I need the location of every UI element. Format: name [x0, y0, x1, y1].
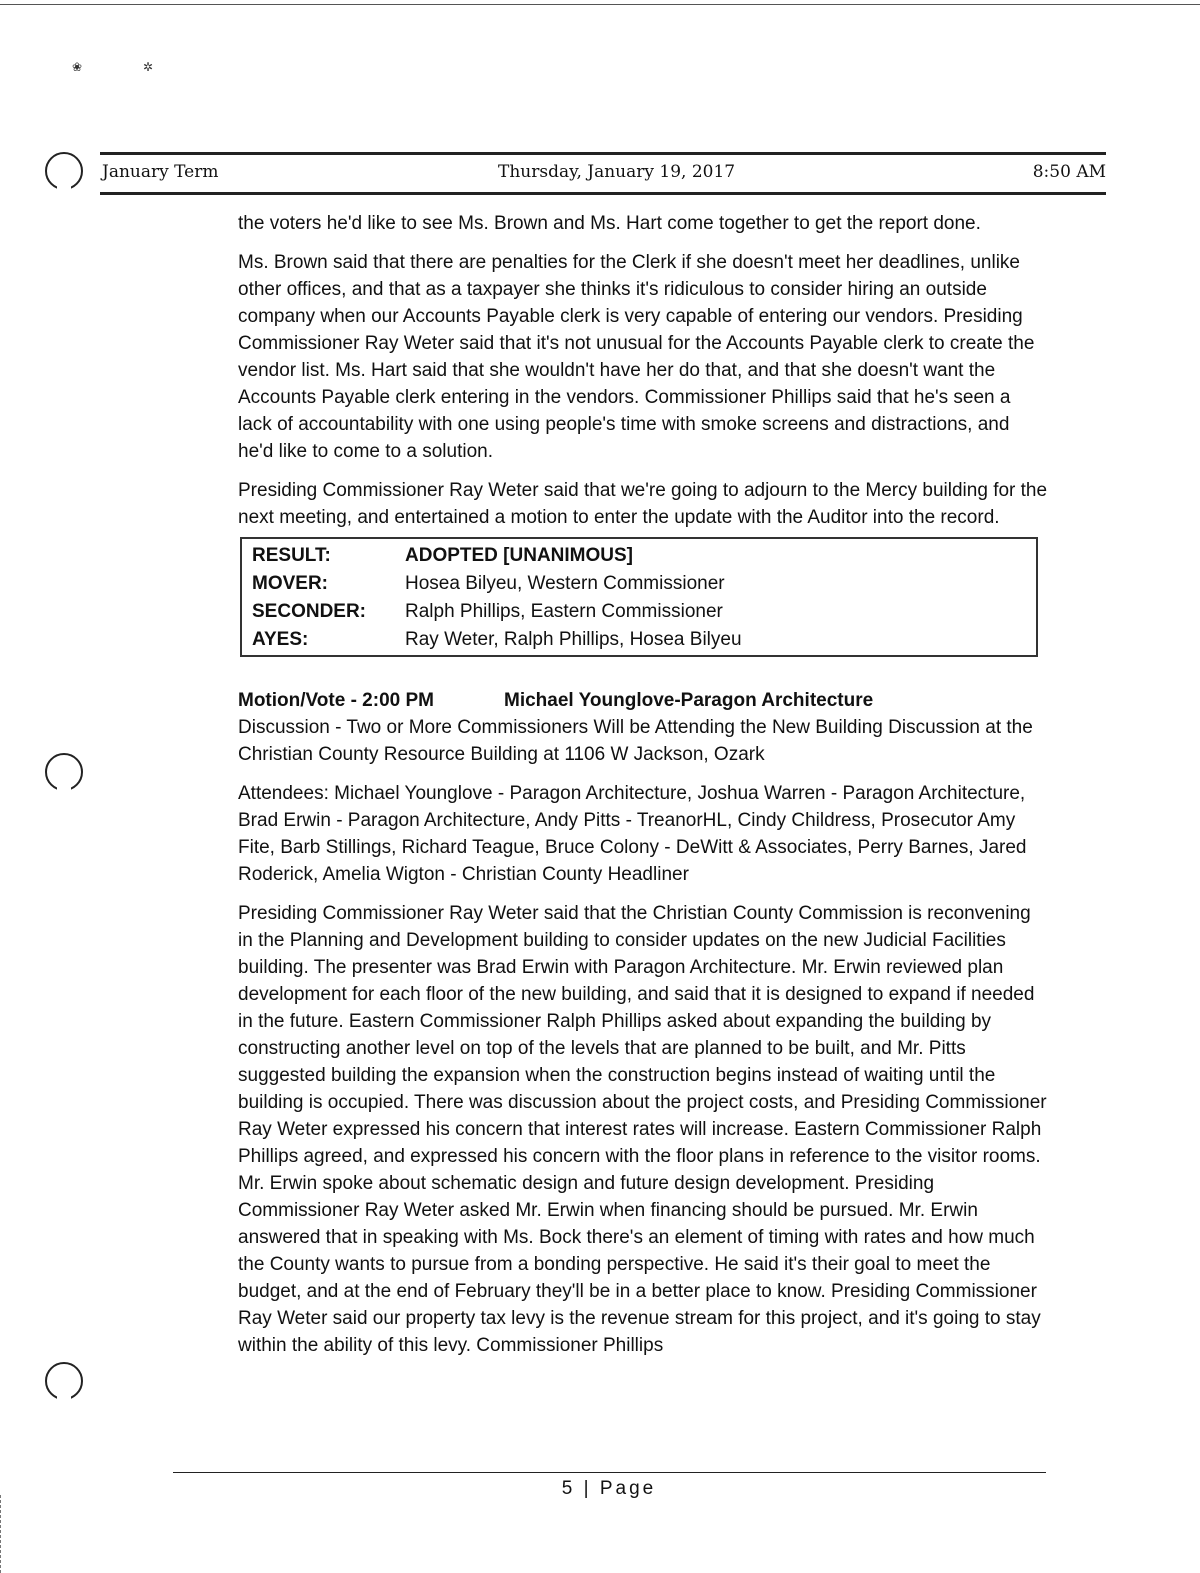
footer-rule	[173, 1472, 1046, 1473]
punch-hole-icon	[45, 753, 83, 791]
vote-row-seconder	[252, 597, 1026, 625]
vote-mover-value: Hosea Bilyeu, Western Commissioner	[405, 572, 725, 594]
vote-label: RESULT:	[252, 544, 331, 566]
vote-row-mover	[252, 569, 1026, 597]
motion-heading-time: Motion/Vote - 2:00 PM	[238, 690, 434, 711]
punch-hole-icon	[45, 152, 83, 190]
header-time: 8:50 AM	[1032, 162, 1106, 182]
paragraph: the voters he'd like to see Ms. Brown and Ms. Hart come together to get the report done.	[238, 213, 981, 234]
minutes-body	[238, 210, 1048, 1371]
vote-result-box	[240, 537, 1038, 657]
header-rule-bottom	[100, 192, 1106, 195]
motion-heading	[238, 687, 1048, 714]
header-date: Thursday, January 19, 2017	[498, 162, 736, 182]
motion-attendees: Attendees: Michael Younglove - Paragon Architecture, Joshua Warren - Paragon Architecture, Brad Erwin - Paragon Architecture, Andy Pitts - TreanorHL, Cindy Childress, Prosecutor Amy Fite, Barb Stillings, Richard Teague, Bruce Colony - DeWitt & Associates, Perry Barnes, Jared Roderick, Amelia Wigton - Christian County Headliner	[238, 783, 1027, 885]
paragraph: Presiding Commissioner Ray Weter said that the Christian County Commission is reconvening in the Planning and Development building to consider updates on the new Judicial Facilities building. The presenter was Brad Erwin with Paragon Architecture. Mr. Erwin reviewed plan development for each floor of the new building, and said that it is designed to expand if needed in the future. Eastern Commissioner Ralph Phillips asked about expanding the building by constructing another level on top of the levels that are planned to be built, and Mr. Pitts suggested building the expansion when the construction begins instead of waiting until the building is occupied. There was discussion about the project costs, and Presiding Commissioner Ray Weter expressed his concern that interest rates will increase. Eastern Commissioner Ralph Phillips agreed, and expressed his concern with the floor plans in reference to the visitor rooms. Mr. Erwin spoke about schematic design and future design development. Presiding Commissioner Ray Weter asked Mr. Erwin when financing should be pursued. Mr. Erwin answered that in speaking with Ms. Bock there's an element of timing with rates and how much the County wants to pursue from a bonding perspective. He said it's their goal to meet the budget, and at the end of February they'll be in a better place to know. Presiding Commissioner Ray Weter said our property tax levy is the revenue stream for this project, and it's going to stay within the ability of this levy. Commissioner Phillips	[238, 903, 1047, 1356]
motion-heading-title: Michael Younglove-Paragon Architecture	[504, 690, 874, 711]
vote-row-ayes	[252, 625, 1026, 653]
vote-seconder-value: Ralph Phillips, Eastern Commissioner	[405, 600, 723, 622]
vote-row-result	[252, 541, 1026, 569]
scan-speck: ✲	[143, 60, 154, 74]
header-term: January Term	[102, 162, 219, 182]
vote-result-value: ADOPTED [UNANIMOUS]	[405, 544, 633, 566]
vote-label: AYES:	[252, 628, 309, 650]
top-scan-rule	[0, 4, 1200, 5]
paragraph: Presiding Commissioner Ray Weter said that we're going to adjourn to the Mercy building for the next meeting, and entertained a motion to enter the update with the Auditor into the record.	[238, 480, 1048, 528]
page-number: 5 | Page	[561, 1478, 657, 1499]
punch-hole-icon	[45, 1362, 83, 1400]
vote-label: SECONDER:	[252, 600, 367, 622]
scan-speck: ❀	[72, 60, 83, 74]
scan-edge-marks	[0, 1495, 4, 1573]
vote-ayes-value: Ray Weter, Ralph Phillips, Hosea Bilyeu	[405, 628, 742, 650]
header-rule-top	[100, 152, 1106, 155]
motion-discussion: Discussion - Two or More Commissioners Will be Attending the New Building Discussion at the Christian County Resource Building at 1106 W Jackson, Ozark	[238, 717, 1033, 765]
paragraph: Ms. Brown said that there are penalties for the Clerk if she doesn't meet her deadlines, unlike other offices, and that as a taxpayer she thinks it's ridiculous to consider hiring an outside company when our Accounts Payable clerk is very capable of entering our vendors. Presiding Commissioner Ray Weter said that it's not unusual for the Accounts Payable clerk to create the vendor list. Ms. Hart said that she wouldn't have her do that, and that she doesn't want the Accounts Payable clerk entering in the vendors. Commissioner Phillips said that he's seen a lack of accountability with one using people's time with smoke screens and distractions, and he'd like to come to a solution.	[238, 252, 1035, 462]
vote-label: MOVER:	[252, 572, 328, 594]
